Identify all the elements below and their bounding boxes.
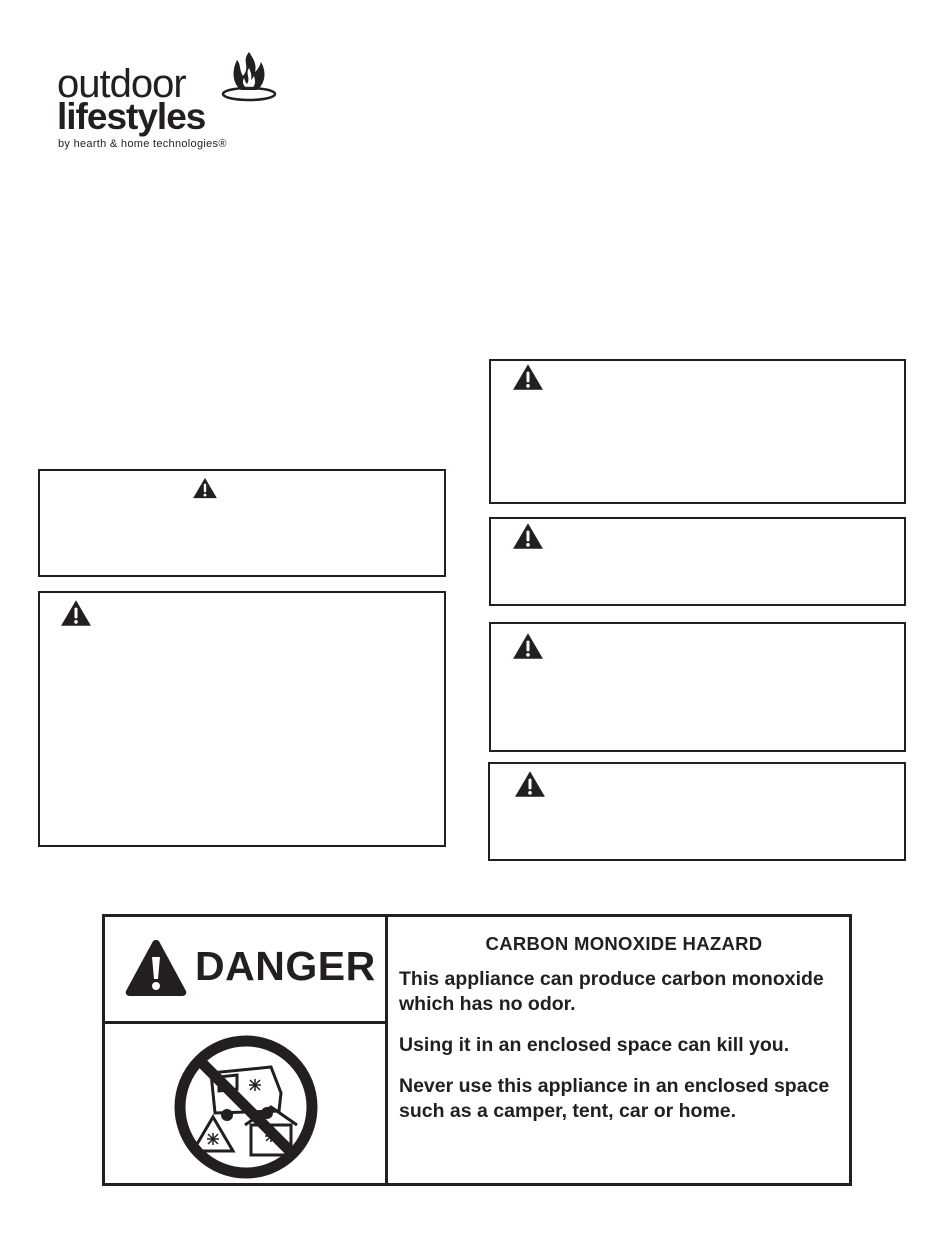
- warning-box-left-2: [38, 591, 446, 847]
- hazard-paragraph-kill: Using it in an enclosed space can kill you.: [399, 1034, 790, 1056]
- flame-icon: [221, 50, 277, 102]
- warning-triangle-icon: [514, 770, 546, 798]
- hazard-paragraph-never-use: Never use this appliance in an enclosed space such as a camper, tent, car or home.: [399, 1075, 830, 1122]
- warning-box-right-3: [489, 622, 906, 752]
- hazard-paragraph-odor: This appliance can produce carbon monoxide which has no odor.: [399, 968, 824, 1015]
- warning-box-left-1: [38, 469, 446, 577]
- warning-triangle-icon: [60, 599, 92, 627]
- no-enclosed-space-icon: [171, 1033, 321, 1181]
- warning-triangle-icon: [512, 363, 544, 391]
- hazard-title: CARBON MONOXIDE HAZARD: [485, 933, 763, 954]
- hazard-text-block: [399, 933, 849, 1140]
- warning-box-right-2: [489, 517, 906, 606]
- warning-triangle-icon: [192, 477, 218, 499]
- brand-logo: [55, 50, 285, 155]
- danger-signal-header: [123, 935, 376, 1005]
- warning-box-right-4: [488, 762, 906, 861]
- panel-divider-vertical: [385, 917, 388, 1183]
- danger-triangle-icon: [123, 937, 189, 999]
- brand-line-outdoor: outdoor: [57, 62, 186, 106]
- carbon-monoxide-danger-label: [102, 914, 852, 1186]
- warning-triangle-icon: [512, 522, 544, 550]
- warning-box-right-1: [489, 359, 906, 504]
- panel-divider-horizontal: [105, 1021, 385, 1024]
- brand-byline: by hearth & home technologies®: [58, 138, 227, 150]
- danger-signal-word: DANGER: [195, 943, 376, 989]
- brand-line-lifestyles: lifestyles: [57, 96, 206, 137]
- warning-triangle-icon: [512, 632, 544, 660]
